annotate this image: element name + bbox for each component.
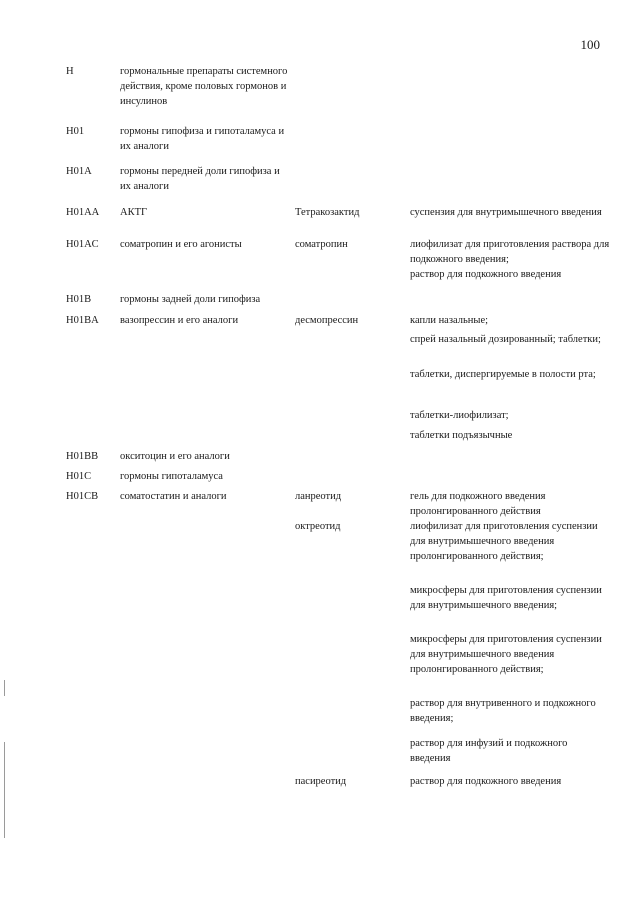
page-number: 100 xyxy=(580,37,600,52)
dosage-form: раствор для инфузий и подкожного введения xyxy=(410,738,568,764)
dosage-form: спрей назальный дозированный; таблетки; xyxy=(410,334,601,345)
drug-name: десмопрессин xyxy=(295,315,359,326)
anatomical-group: окситоцин и его аналоги xyxy=(120,451,230,462)
anatomical-group: соматостатин и аналоги xyxy=(120,491,227,502)
dosage-form: таблетки подъязычные xyxy=(410,430,513,441)
dosage-form: раствор для подкожного введения xyxy=(410,269,562,280)
atc-code: H01C xyxy=(66,471,92,482)
dosage-form: микросферы для приготовления суспензии для внутримышечного введения; xyxy=(410,585,602,611)
dosage-form: гель для подкожного введения пролонгированного действия xyxy=(410,491,546,517)
dosage-form: суспензия для внутримышечного введения xyxy=(410,207,602,218)
atc-code: H xyxy=(66,66,74,77)
atc-code: H01A xyxy=(66,166,92,177)
dosage-form: раствор для внутривенного и подкожного введения; xyxy=(410,698,596,724)
atc-code: H01BB xyxy=(66,451,99,462)
dosage-form: таблетки, диспергируемые в полости рта; xyxy=(410,369,596,380)
drug-name: октреотид xyxy=(295,521,341,532)
atc-code: H01 xyxy=(66,126,85,137)
dosage-form: таблетки-лиофилизат; xyxy=(410,410,509,421)
anatomical-group: гормоны гипоталамуса xyxy=(120,471,223,482)
drug-name: Тетракозактид xyxy=(295,207,360,218)
anatomical-group: гормональные препараты системного действия, кроме половых гормонов и инсулинов xyxy=(120,66,288,107)
atc-code: H01BA xyxy=(66,315,99,326)
dosage-form: капли назальные; xyxy=(410,315,489,326)
atc-code: H01AC xyxy=(66,239,99,250)
anatomical-group: АКТГ xyxy=(120,207,148,218)
atc-code: H01AA xyxy=(66,207,100,218)
scan-edge-mark xyxy=(4,680,5,696)
atc-code: H01CB xyxy=(66,491,99,502)
dosage-form: лиофилизат для приготовления суспензии для внутримышечного введения пролонгированного действия; xyxy=(410,521,598,562)
dosage-form: микросферы для приготовления суспензии для внутримышечного введения пролонгированного действия; xyxy=(410,634,602,675)
drug-name: соматропин xyxy=(295,239,348,250)
atc-code: H01B xyxy=(66,294,92,305)
dosage-form: лиофилизат для приготовления раствора для подкожного введения; xyxy=(410,239,610,265)
drug-name: ланреотид xyxy=(295,491,342,502)
anatomical-group: соматропин и его агонисты xyxy=(120,239,242,250)
anatomical-group: гормоны гипофиза и гипоталамуса и их аналоги xyxy=(120,126,285,152)
scan-edge-mark xyxy=(4,742,5,838)
dosage-form: раствор для подкожного введения xyxy=(410,776,562,787)
anatomical-group: гормоны задней доли гипофиза xyxy=(120,294,261,305)
drug-name: пасиреотид xyxy=(295,776,347,787)
anatomical-group: вазопрессин и его аналоги xyxy=(120,315,239,326)
anatomical-group: гормоны передней доли гипофиза и их аналоги xyxy=(120,166,280,192)
